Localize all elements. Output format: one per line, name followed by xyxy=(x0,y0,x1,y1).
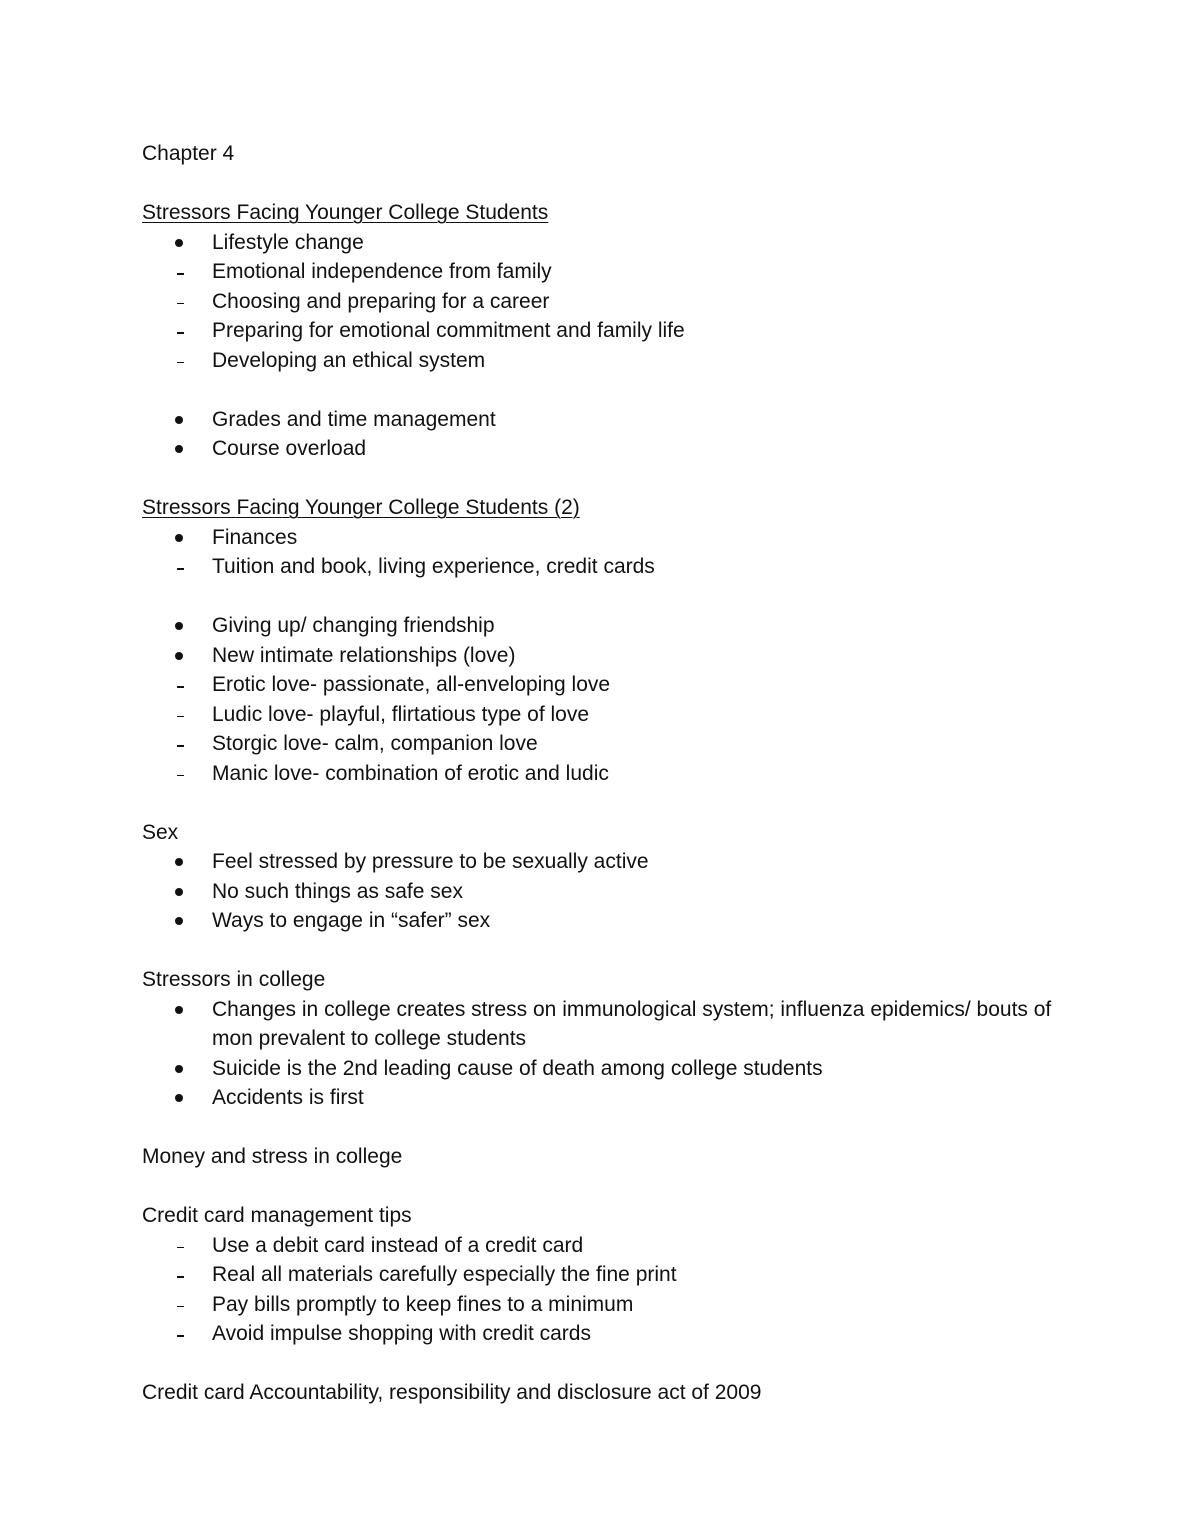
list-item-text: Course overload xyxy=(212,437,367,460)
dash-icon xyxy=(142,552,212,582)
section-heading-text: Money and stress in college xyxy=(142,1145,403,1168)
bullet-item xyxy=(142,611,1082,641)
dash-item xyxy=(142,759,1082,789)
bullet-item xyxy=(142,906,1082,936)
page-title: Chapter 4 xyxy=(142,142,235,165)
bullet-icon xyxy=(142,405,212,435)
list-item-text: Suicide is the 2nd leading cause of death among college students xyxy=(212,1056,823,1080)
bullet-icon xyxy=(142,641,212,671)
list-item-text: New intimate relationships (love) xyxy=(212,643,516,667)
section-heading xyxy=(142,493,1082,523)
dash-item xyxy=(142,346,1082,376)
bullet-icon xyxy=(142,906,212,936)
section-heading xyxy=(142,818,1082,848)
dash-item xyxy=(142,316,1082,346)
section-heading-text: Sex xyxy=(142,820,179,844)
bullet-icon xyxy=(142,228,212,258)
dash-icon xyxy=(142,759,212,789)
document-body xyxy=(142,139,1082,1408)
list-item-text: Accidents is first xyxy=(212,1086,364,1109)
dash-icon xyxy=(142,257,212,287)
section-heading xyxy=(142,965,1082,995)
dash-icon xyxy=(142,1260,212,1290)
list-item-text: Lifestyle change xyxy=(212,230,364,254)
list-item-text: Manic love- combination of erotic and ludic xyxy=(212,761,609,785)
bullet-icon xyxy=(142,611,212,641)
blank-line xyxy=(142,375,1082,405)
blank-line xyxy=(142,464,1082,494)
list-item-text: Tuition and book, living experience, credit cards xyxy=(212,555,655,578)
list-item-text: Preparing for emotional commitment and family life xyxy=(212,319,685,342)
section-heading xyxy=(142,1201,1082,1231)
list-item-text: Grades and time management xyxy=(212,407,496,431)
bullet-icon xyxy=(142,1083,212,1113)
blank-line xyxy=(142,1172,1082,1202)
dash-icon xyxy=(142,729,212,759)
blank-line xyxy=(142,788,1082,818)
list-item-text: No such things as safe sex xyxy=(212,879,463,903)
dash-icon xyxy=(142,316,212,346)
list-item-text: Avoid impulse shopping with credit cards xyxy=(212,1322,591,1345)
bullet-item xyxy=(142,877,1082,907)
bullet-item xyxy=(142,228,1082,258)
list-item-text: Feel stressed by pressure to be sexually active xyxy=(212,850,649,873)
list-item-text: Developing an ethical system xyxy=(212,348,486,372)
dash-item xyxy=(142,552,1082,582)
dash-icon xyxy=(142,1290,212,1320)
section-heading xyxy=(142,198,1082,228)
dash-icon xyxy=(142,346,212,376)
bullet-icon xyxy=(142,995,212,1054)
section-heading-text: Credit card management tips xyxy=(142,1204,412,1227)
section-heading-text: Credit card Accountability, responsibility and disclosure act of 2009 xyxy=(142,1381,762,1404)
section-heading-text: Stressors in college xyxy=(142,968,326,991)
bullet-icon xyxy=(142,877,212,907)
list-item-text: Ways to engage in “safer” sex xyxy=(212,909,491,932)
blank-line xyxy=(142,936,1082,966)
dash-item xyxy=(142,287,1082,317)
bullet-icon xyxy=(142,523,212,553)
dash-item xyxy=(142,1260,1082,1290)
dash-item xyxy=(142,670,1082,700)
blank-line xyxy=(142,1349,1082,1379)
bullet-item xyxy=(142,995,1082,1054)
blank-line xyxy=(142,582,1082,612)
dash-icon xyxy=(142,1231,212,1261)
dash-item xyxy=(142,700,1082,730)
list-item-text: Use a debit card instead of a credit card xyxy=(212,1233,584,1257)
list-item-text: Giving up/ changing friendship xyxy=(212,614,495,637)
list-item-text: Emotional independence from family xyxy=(212,260,552,283)
list-item-text: Ludic love- playful, flirtatious type of love xyxy=(212,702,590,726)
dash-item xyxy=(142,257,1082,287)
section-heading xyxy=(142,1142,1082,1172)
list-item-text: Choosing and preparing for a career xyxy=(212,289,550,313)
list-item-text: Pay bills promptly to keep fines to a minimum xyxy=(212,1292,634,1316)
dash-icon xyxy=(142,1319,212,1349)
bullet-item xyxy=(142,1083,1082,1113)
bullet-icon xyxy=(142,434,212,464)
dash-item xyxy=(142,729,1082,759)
section-heading-text: Stressors Facing Younger College Students (2) xyxy=(142,496,580,519)
bullet-icon xyxy=(142,1054,212,1084)
section-heading xyxy=(142,1378,1082,1408)
bullet-icon xyxy=(142,847,212,877)
list-item-text: Erotic love- passionate, all-enveloping love xyxy=(212,673,611,696)
bullet-item xyxy=(142,523,1082,553)
bullet-item xyxy=(142,405,1082,435)
bullet-item xyxy=(142,641,1082,671)
dash-item xyxy=(142,1231,1082,1261)
dash-item xyxy=(142,1290,1082,1320)
list-item-text: Real all materials carefully especially the fine print xyxy=(212,1263,677,1286)
list-item-text: Storgic love- calm, companion love xyxy=(212,732,538,755)
dash-icon xyxy=(142,287,212,317)
dash-item xyxy=(142,1319,1082,1349)
dash-icon xyxy=(142,670,212,700)
bullet-item xyxy=(142,1054,1082,1084)
blank-line xyxy=(142,1113,1082,1143)
list-item-text: Changes in college creates stress on immunological system; influenza epidemics/ bouts of mon prevalent to college students xyxy=(212,997,1052,1050)
list-item-text: Finances xyxy=(212,525,298,549)
blank-line xyxy=(142,169,1082,199)
bullet-item xyxy=(142,847,1082,877)
section-heading-text: Stressors Facing Younger College Students xyxy=(142,201,549,224)
dash-icon xyxy=(142,700,212,730)
bullet-item xyxy=(142,434,1082,464)
